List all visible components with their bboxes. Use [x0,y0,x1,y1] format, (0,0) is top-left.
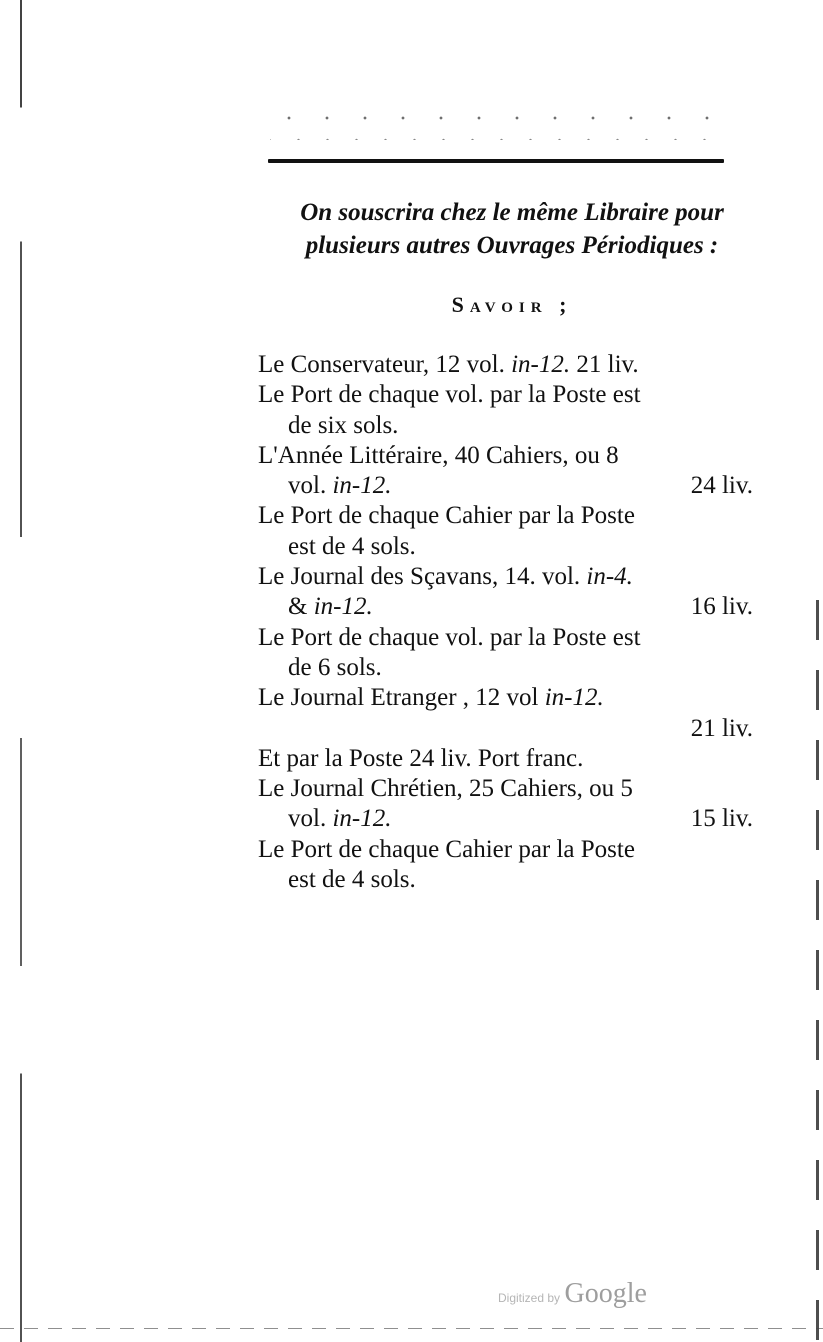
entry-text: de 6 sols. [288,653,382,681]
entry-format: in-12. [313,593,373,621]
list-item [258,744,753,774]
list-item [258,471,753,501]
entry-text: Le Port de chaque vol. par la Poste est [258,623,641,651]
list-item [258,411,753,441]
entry-price: 16 liv. [690,593,753,621]
list-item [258,350,753,380]
entry-inline-price: 21 liv. [570,351,639,378]
entry-text: Le Journal Etranger , 12 vol [258,684,545,712]
list-item [258,532,753,562]
entry-text: Le Conservateur, 12 vol. [258,351,512,378]
list-item [258,380,753,410]
entry-text: Le Port de chaque vol. par la Poste est [258,381,641,409]
header-rule [268,159,724,163]
list-item [258,592,753,622]
bottom-edge-rule [0,1328,823,1329]
left-binding-edge [20,0,22,1342]
entry-text: est de 4 sols. [288,866,416,894]
list-item [258,804,753,834]
entry-text: Le Journal Chrétien, 25 Cahiers, ou 5 [258,775,633,803]
section-heading: Savoir ; [451,292,573,317]
entry-text: de six sols. [288,411,399,439]
list-item [258,441,753,471]
entry-price: 21 liv. [690,714,753,742]
right-binding-edge [816,600,819,1342]
digitized-watermark [498,1278,647,1310]
list-item [258,562,753,592]
entry-text: & [288,593,314,621]
entry-format: in-12. [544,684,604,712]
entry-text: vol. [288,805,333,833]
entry-text: est de 4 sols. [288,532,416,560]
entry-text: Et par la Poste 24 liv. Port franc. [258,744,584,772]
list-item [258,714,753,744]
intro-line-2: plusieurs autres Ouvrages Périodiques : [305,232,719,259]
entry-text: Le Journal des Sçavans, 14. vol. [258,563,587,591]
entry-text: Le Port de chaque Cahier par la Poste [258,835,635,863]
subscription-intro [262,196,762,262]
list-item [258,623,753,653]
entry-price: 24 liv. [690,472,753,500]
entry-price: 15 liv. [690,805,753,833]
entry-format: in-12. [332,472,392,500]
list-item [258,865,753,895]
entry-text: L'Année Littéraire, 40 Cahiers, ou 8 [258,441,619,469]
entry-format: in-12. [511,351,571,378]
list-item [258,653,753,683]
list-item [258,774,753,804]
watermark-logo-text: Google [564,1278,647,1309]
watermark-small-text: Digitized by [498,1291,561,1305]
entry-format: in-12. [332,805,392,833]
ornament-dots [270,100,730,140]
list-item [258,501,753,531]
intro-line-1: On souscrira chez le même Libraire pour [300,199,724,226]
periodicals-list [258,350,753,895]
list-item [258,683,753,713]
entry-text: vol. [288,472,333,500]
entry-text: Le Port de chaque Cahier par la Poste [258,502,635,530]
entry-format: in-4. [586,563,633,591]
list-item [258,835,753,865]
